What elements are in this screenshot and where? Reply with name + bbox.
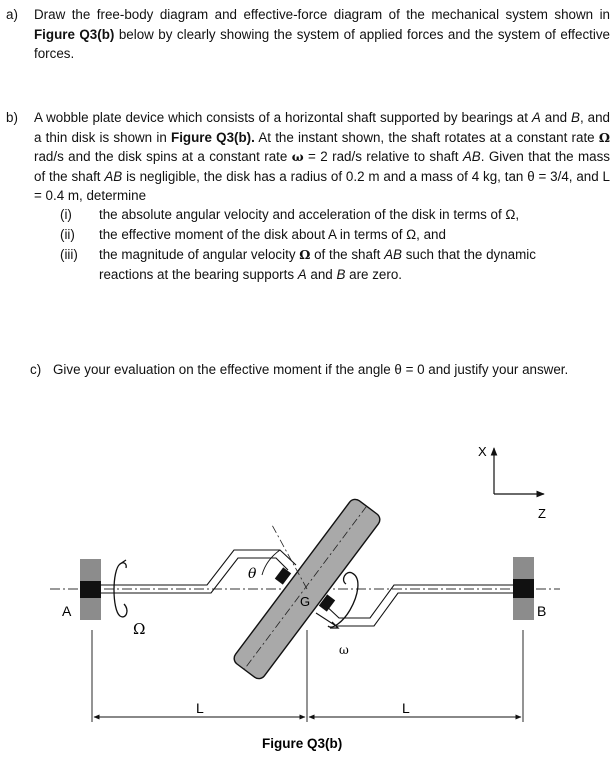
shaft-ab-ref: AB <box>462 149 481 164</box>
theta-arc <box>262 550 280 575</box>
bearing-a-ref: A <box>531 110 541 125</box>
question-b-p1: A wobble plate device which consists of a horizontal shaft supported by bearings at <box>34 110 532 125</box>
item-iii-text-1: the magnitude of angular velocity <box>99 247 300 262</box>
axes-triad <box>478 444 546 521</box>
question-b-p6: is negligible, the disk has a radius of 0.2 m and a mass of 4 kg, tan θ = 3/4, and L = 0.4 m, determine <box>34 168 610 203</box>
figure-q3b <box>0 430 613 758</box>
item-ii-text: the effective moment of the disk about A in terms of Ω, and <box>99 227 446 242</box>
item-iii-num: (iii) <box>60 247 78 262</box>
bearing-b-label: B <box>537 603 547 619</box>
omega-big-symbol: Ω <box>299 247 311 262</box>
theta-label: θ <box>248 566 257 582</box>
shaft-rotation-label: Ω <box>133 620 146 638</box>
dimension-lines <box>92 630 523 722</box>
omega-small-symbol: ω <box>291 149 304 164</box>
question-c-label: c) <box>30 362 42 377</box>
bearing-a-label: A <box>62 603 72 619</box>
question-b-p1b: and <box>540 110 572 125</box>
z-axis-label: Z <box>538 506 546 521</box>
question-b-p3: rad/s and the disk spins at a constant rate <box>34 149 292 164</box>
item-iii-text-5: are zero. <box>345 266 402 282</box>
center-of-mass-label: G <box>300 594 311 609</box>
figure-caption: Figure Q3(b) <box>262 736 343 751</box>
bearing-b <box>513 557 534 620</box>
bearing-a-ref: A <box>297 266 307 282</box>
shaft-rotation-arrow <box>114 560 127 617</box>
question-a-label: a) <box>6 7 18 22</box>
bearing-b-ref: B <box>571 110 580 125</box>
omega-big-symbol: Ω <box>598 129 610 145</box>
question-a-text <box>34 5 610 64</box>
disk-spin-label: ω <box>339 643 349 657</box>
question-b-p5: . Given that the mass of the shaft <box>34 149 610 184</box>
bearing-b-ref: B <box>336 266 346 282</box>
question-b-label: b) <box>6 110 18 125</box>
length-l-left-label: L <box>196 700 204 716</box>
question-b-text <box>34 108 610 206</box>
item-ii-num: (ii) <box>60 227 75 242</box>
item-i-num: (i) <box>60 207 72 222</box>
length-l-right-label: L <box>402 700 410 716</box>
question-c-text: Give your evaluation on the effective moment if the angle θ = 0 and justify your answer. <box>53 362 569 377</box>
shaft-ab-ref: AB <box>384 247 402 262</box>
question-b-p2: At the instant shown, the shaft rotates at a constant rate <box>254 129 599 145</box>
item-iii-text <box>99 245 589 284</box>
figure-reference: Figure Q3(b) <box>34 26 115 42</box>
x-axis-label: X <box>478 444 487 459</box>
item-iii-text-2: of the shaft <box>310 247 385 262</box>
shaft-ab-ref: AB <box>104 168 123 184</box>
question-b-p1c: , and a thin disk is shown in <box>34 110 610 145</box>
item-iii-text-3: such that the dynamic reactions at the bearing supports <box>99 247 536 282</box>
bearing-a <box>80 559 101 620</box>
figure-reference: Figure Q3(b). <box>171 129 255 145</box>
question-a-text-1: Draw the free-body diagram and effective-force diagram of the mechanical system shown in <box>34 7 610 22</box>
item-iii-text-4: and <box>306 266 337 282</box>
item-i-text: the absolute angular velocity and acceleration of the disk in terms of Ω, <box>99 207 520 222</box>
question-b-p4: = 2 rad/s relative to shaft <box>303 149 463 164</box>
question-a-text-2: below by clearly showing the system of applied forces and the system of effective forces. <box>34 26 610 61</box>
